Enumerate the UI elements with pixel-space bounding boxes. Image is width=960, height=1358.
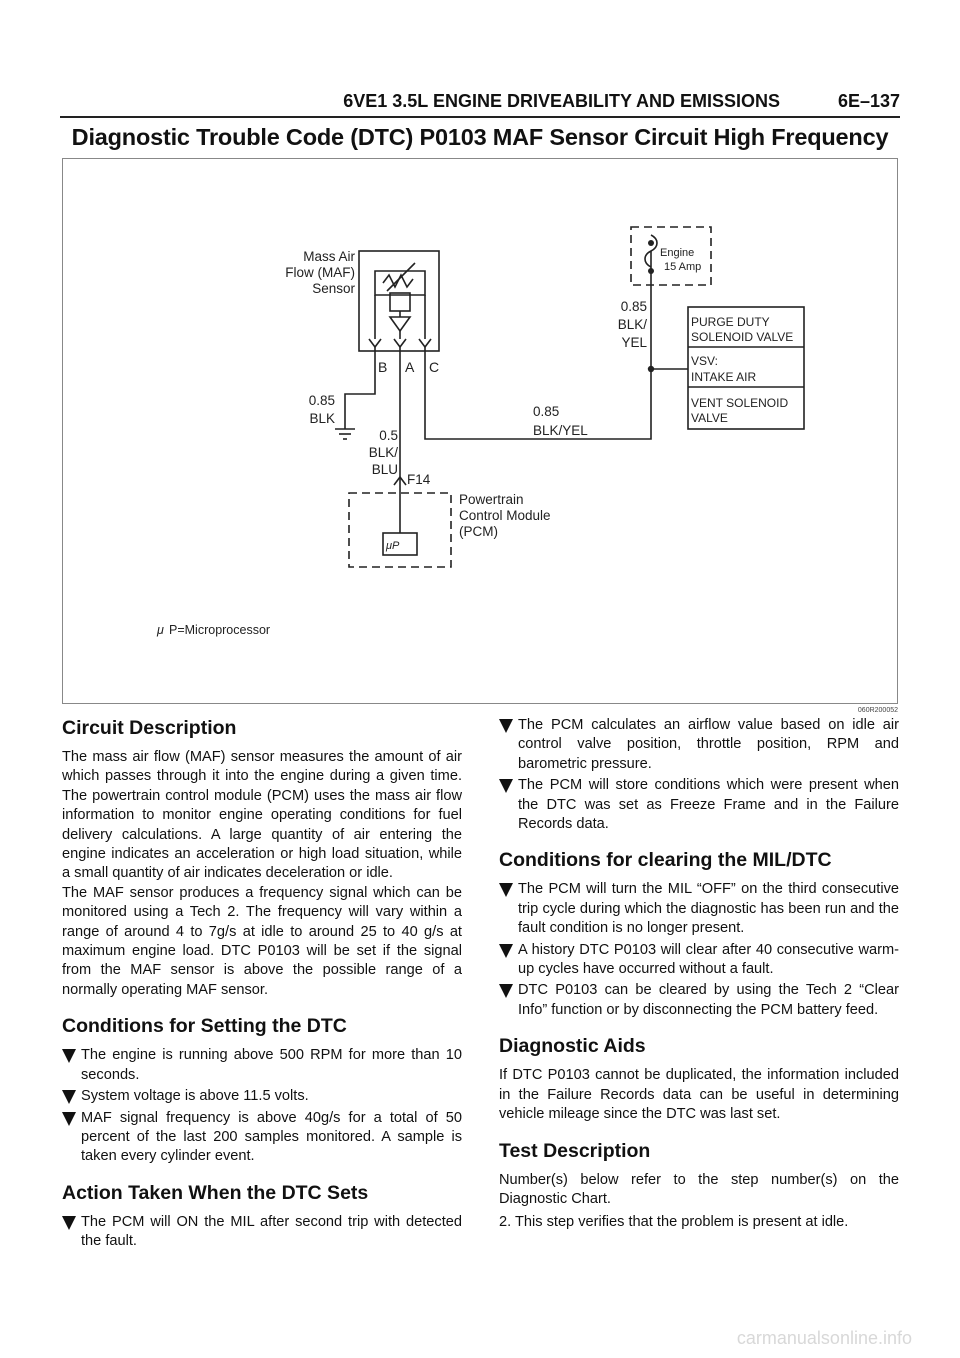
valve-2-line1: VSV: [691, 354, 718, 368]
wire-b-ground [345, 347, 375, 429]
conditions-setting-heading: Conditions for Setting the DTC [62, 1015, 347, 1038]
bullet-triangle-icon [499, 779, 513, 793]
wire-fuse-color2: YEL [621, 335, 647, 350]
test-description-heading: Test Description [499, 1139, 651, 1162]
list-item: The PCM will store conditions which were present when the DTC was set as Freeze Frame and in the Failure Records data. [499, 776, 899, 834]
list-item: The engine is running above 500 RPM for more than 10 seconds. [62, 1046, 462, 1085]
diagnostic-aids-section [499, 1034, 899, 1124]
list-item: The PCM will turn the MIL “OFF” on the third consecutive trip cycle during which the diagnostic has been run and the fault condition is no longer present. [499, 880, 899, 938]
maf-label-line2: Flow (MAF) [285, 265, 355, 280]
maf-triangle-icon [390, 317, 410, 331]
list-item: MAF signal frequency is above 40g/s for a total of 50 percent of the last 200 samples monitored. A sample is taken every cylinder event. [62, 1109, 462, 1167]
wire-a-color1: BLK/ [368, 445, 398, 460]
circuit-description-p2: The MAF sensor produces a frequency signal which can be monitored using a Tech 2. The frequency will vary within a range of around 4 to 7g/s at idle to around 25 to 40 g/s at maximum engine load. DTC P0103 will be set if the signal from the MAF sensor is above the possible range of a normally operating MAF sensor. [62, 884, 462, 998]
fuse-terminal-dot-2 [648, 268, 654, 274]
pin-b-connector-icon [369, 339, 381, 347]
bullet-triangle-icon [62, 1090, 76, 1104]
test-description-text: Number(s) below refer to the step number(s) on the Diagnostic Chart. [499, 1171, 899, 1207]
pin-c-connector-icon [419, 339, 431, 347]
maf-inner-loop [375, 271, 425, 295]
connector-label: F14 [407, 472, 431, 487]
wire-fuse-gauge: 0.85 [620, 299, 647, 314]
valve-3-line1: VENT SOLENOID [691, 396, 789, 410]
conditions-clearing-heading: Conditions for clearing the MIL/DTC [499, 849, 832, 872]
list-item: A history DTC P0103 will clear after 40 consecutive warm-up cycles have occurred without a fault. [499, 941, 899, 980]
test-description-step: 2. This step verifies that the problem is present at idle. [499, 1214, 849, 1231]
bullet-triangle-icon [499, 984, 513, 998]
list-item: The PCM calculates an airflow value based on idle air control valve position, throttle position, RPM and barometric pressure. [499, 716, 899, 774]
figure-code: 060R200052 [857, 707, 898, 714]
action-taken-section [62, 1181, 462, 1252]
circuit-description-p1: The mass air flow (MAF) sensor measures the amount of air which passes through it into the engine during a given time. The powertrain control module (PCM) uses the mass air flow information to monitor engine operating conditions for fuel delivery calculations. A large quantity of air entering the engine indicates an acceleration or high load situation, while a small quantity of air indicates deceleration or idle. [62, 749, 462, 882]
wire-c-color: BLK/YEL [533, 423, 588, 438]
valve-1-line1: PURGE DUTY [691, 315, 770, 329]
bullet-triangle-icon [499, 883, 513, 897]
list-item: System voltage is above 11.5 volts. [62, 1087, 462, 1106]
diagnostic-aids-text: If DTC P0103 cannot be duplicated, the information included in the Failure Records data can be useful in determining vehicle mileage since the DTC was last set. [499, 1067, 899, 1123]
pin-a-label: A [405, 359, 415, 375]
wire-fuse-color1: BLK/ [617, 317, 647, 332]
wire-b-gauge: 0.85 [308, 393, 335, 408]
watermark: carmanualsonline.info [736, 1328, 912, 1348]
test-description-section [499, 1139, 899, 1233]
valve-2-line2: INTAKE AIR [691, 370, 757, 384]
conditions-clearing-section [499, 848, 899, 1020]
right-column [499, 716, 899, 1233]
page-number: 6E–137 [837, 91, 900, 111]
wiring-diagram-svg [63, 159, 899, 705]
pin-a-connector-icon [394, 339, 406, 347]
left-column [62, 716, 462, 1254]
fuse-label-line2: 15 Amp [664, 261, 702, 273]
wire-b-color: BLK [309, 411, 335, 426]
wire-a-color2: BLU [371, 462, 398, 477]
bullet-triangle-icon [62, 1049, 76, 1063]
maf-sensor-box [359, 251, 439, 351]
bullet-triangle-icon [499, 944, 513, 958]
circuit-description-heading: Circuit Description [62, 717, 237, 739]
bullet-triangle-icon [62, 1216, 76, 1230]
conditions-setting-section [62, 1014, 462, 1166]
maf-variable-arrow-icon [387, 263, 415, 291]
microprocessor-label: μP [386, 540, 400, 552]
maf-label-line3: Sensor [312, 281, 355, 296]
micro-legend-glyph: μ [157, 623, 164, 637]
list-item: DTC P0103 can be cleared by using the Tech 2 “Clear Info” function or by disconnecting the PCM battery feed. [499, 981, 899, 1020]
list-item: The PCM will ON the MIL after second trip with detected the fault. [62, 1213, 462, 1252]
action-taken-heading: Action Taken When the DTC Sets [62, 1181, 369, 1204]
fuse-terminal-dot [648, 240, 654, 246]
wire-a-gauge: 0.5 [379, 428, 398, 443]
pin-b-label: B [378, 359, 388, 375]
micro-legend: P=Microprocessor [169, 623, 271, 637]
bullet-triangle-icon [62, 1112, 76, 1126]
wire-c-gauge: 0.85 [533, 404, 560, 419]
fuse-label-line1: Engine [660, 247, 695, 259]
pin-c-label: C [429, 359, 440, 375]
section-title: 6VE1 3.5L ENGINE DRIVEABILITY AND EMISSIONS [343, 91, 780, 111]
diagnostic-aids-heading: Diagnostic Aids [499, 1035, 646, 1058]
page-header [60, 88, 900, 118]
valve-1-line2: SOLENOID VALVE [691, 330, 794, 344]
pcm-label-line3: (PCM) [459, 524, 498, 539]
page-title: Diagnostic Trouble Code (DTC) P0103 MAF Sensor Circuit High Frequency [71, 124, 889, 150]
bullet-triangle-icon [499, 719, 513, 733]
wiring-diagram [62, 158, 898, 704]
pcm-label-line1: Powertrain [459, 492, 524, 507]
splice-dot [648, 366, 654, 372]
valve-3-line2: VALVE [691, 411, 728, 425]
pcm-label-line2: Control Module [459, 508, 551, 523]
maf-label-line1: Mass Air [303, 249, 355, 264]
